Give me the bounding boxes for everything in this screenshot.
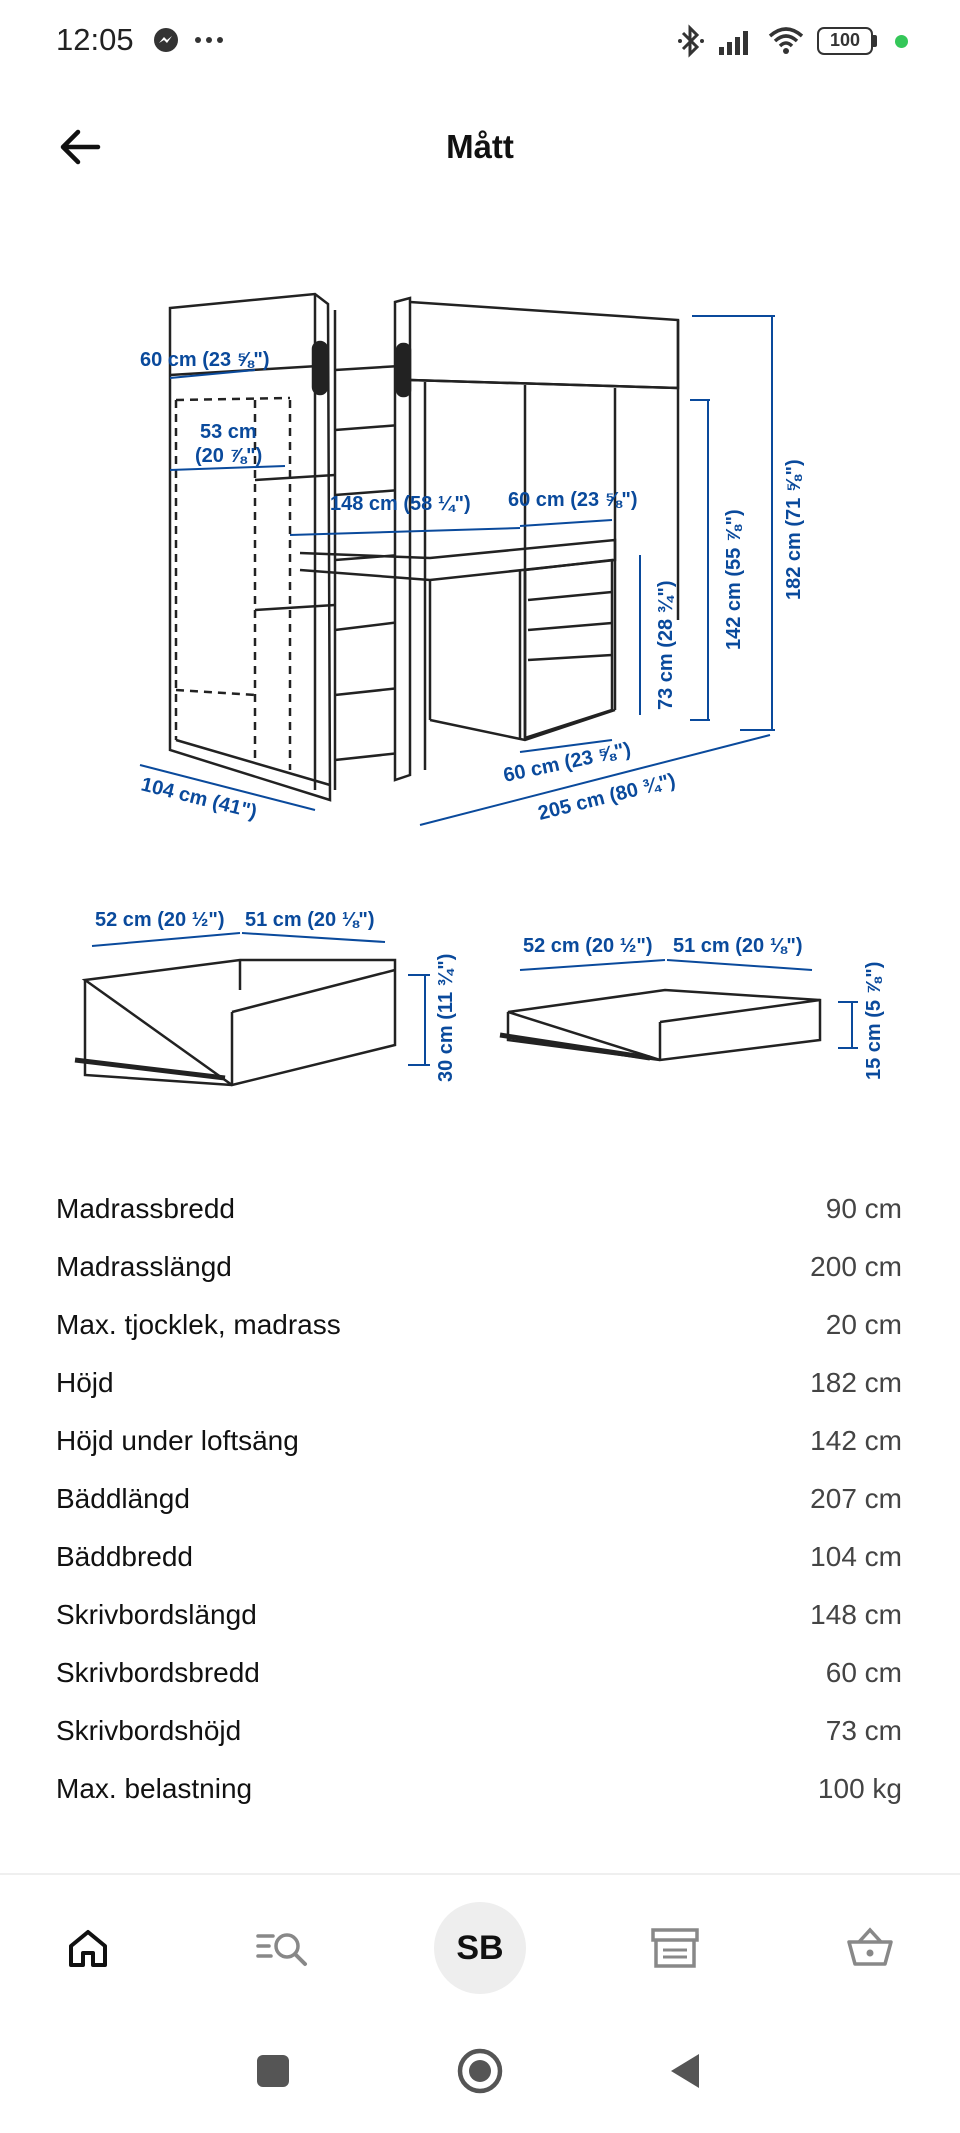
dimensions-list xyxy=(56,1180,902,1818)
spec-value: 142 cm xyxy=(810,1425,902,1456)
list-item xyxy=(56,1470,902,1528)
spec-value: 73 cm xyxy=(825,1715,902,1746)
more-dots-icon xyxy=(194,35,224,45)
home-circle-icon xyxy=(456,2047,504,2095)
spec-label: Max. belastning xyxy=(56,1773,253,1804)
spec-value: 20 cm xyxy=(825,1309,902,1340)
status-time: 12:05 xyxy=(56,22,134,57)
label-drawer1-width: 52 cm (20 ½") xyxy=(95,909,225,931)
wifi-icon xyxy=(767,26,805,56)
recents-square-icon xyxy=(255,2053,291,2089)
list-item xyxy=(56,1702,902,1760)
label-drawer2-height: 15 cm (5 ⅞") xyxy=(863,961,885,1080)
spec-value: 90 cm xyxy=(825,1193,902,1224)
spec-value: 60 cm xyxy=(825,1657,902,1688)
label-inner-depth-2: (20 ⅞") xyxy=(195,445,263,467)
label-drawer1-height: 30 cm (11 ¾") xyxy=(435,953,457,1082)
label-under-height: 142 cm (55 ⅞") xyxy=(723,509,745,650)
label-desk-height: 73 cm (28 ¾") xyxy=(655,580,677,710)
spec-label: Madrassbredd xyxy=(56,1193,235,1224)
list-item xyxy=(56,1238,902,1296)
home-icon xyxy=(66,1926,110,1970)
label-drawer2-width: 52 cm (20 ½") xyxy=(523,935,653,957)
list-item xyxy=(56,1528,902,1586)
status-system-icons xyxy=(677,24,908,58)
back-triangle-icon xyxy=(667,2051,703,2091)
spec-value: 148 cm xyxy=(810,1599,902,1630)
list-item xyxy=(56,1644,902,1702)
recents-button[interactable] xyxy=(238,2036,308,2106)
back-system-button[interactable] xyxy=(650,2036,720,2106)
battery-level: 100 xyxy=(817,27,873,55)
signal-icon xyxy=(717,27,755,55)
spec-value: 182 cm xyxy=(810,1367,902,1398)
spec-label: Bäddbredd xyxy=(56,1541,194,1572)
spec-value: 207 cm xyxy=(810,1483,902,1514)
status-bar xyxy=(0,0,960,84)
bluetooth-icon xyxy=(677,24,705,58)
header xyxy=(0,100,960,194)
spec-label: Bäddlängd xyxy=(56,1483,190,1514)
bottom-nav xyxy=(0,1900,960,2000)
label-inner-depth-1: 53 cm xyxy=(200,421,257,443)
label-side-depth: 60 cm (23 ⅝") xyxy=(140,349,270,371)
spec-label: Skrivbordshöjd xyxy=(56,1715,242,1746)
spec-label: Höjd xyxy=(56,1367,114,1398)
dimension-drawing xyxy=(0,270,960,1150)
spec-value: 104 cm xyxy=(810,1541,902,1572)
page-title: Mått xyxy=(446,128,514,165)
list-item xyxy=(56,1180,902,1238)
nav-store-button[interactable] xyxy=(627,1900,723,1996)
list-item xyxy=(56,1412,902,1470)
list-item xyxy=(56,1354,902,1412)
label-desk-length: 148 cm (58 ¼") xyxy=(330,493,471,515)
label-total-length: 205 cm (80 ¾") xyxy=(535,769,678,825)
nav-profile-button[interactable] xyxy=(432,1900,528,1996)
spec-label: Skrivbordslängd xyxy=(56,1599,257,1630)
bottom-nav-divider xyxy=(0,1873,960,1875)
label-drawer1-depth: 51 cm (20 ⅛") xyxy=(245,909,375,931)
nav-basket-button[interactable] xyxy=(822,1900,918,1996)
label-total-height: 182 cm (71 ⅝") xyxy=(783,459,805,600)
basket-icon xyxy=(845,1926,895,1970)
list-item xyxy=(56,1296,902,1354)
profile-avatar: SB xyxy=(434,1902,526,1994)
spec-label: Skrivbordsbredd xyxy=(56,1657,260,1688)
nav-search-button[interactable] xyxy=(235,1900,331,1996)
label-desk-depth-bottom: 60 cm (23 ⅝") xyxy=(501,738,633,787)
spec-label: Max. tjocklek, madrass xyxy=(56,1309,341,1340)
store-icon xyxy=(650,1926,700,1970)
label-bed-width: 104 cm (41") xyxy=(138,773,260,824)
spec-value: 200 cm xyxy=(810,1251,902,1282)
system-nav-bar xyxy=(0,2036,960,2106)
spec-label: Madrasslängd xyxy=(56,1251,232,1282)
loft-bed-dimension-illustration xyxy=(0,270,960,1150)
spec-value: 100 kg xyxy=(817,1773,902,1804)
label-desk-depth-top: 60 cm (23 ⅝") xyxy=(508,489,638,511)
privacy-indicator-dot xyxy=(895,35,908,48)
spec-label: Höjd under loftsäng xyxy=(56,1425,299,1456)
list-item xyxy=(56,1586,902,1644)
search-list-icon xyxy=(255,1926,311,1970)
home-system-button[interactable] xyxy=(445,2036,515,2106)
list-item xyxy=(56,1760,902,1818)
status-notification-icons xyxy=(152,26,224,54)
label-drawer2-depth: 51 cm (20 ⅛") xyxy=(673,935,803,957)
messenger-icon xyxy=(152,26,180,54)
nav-home-button[interactable] xyxy=(40,1900,136,1996)
battery-icon xyxy=(817,27,877,55)
